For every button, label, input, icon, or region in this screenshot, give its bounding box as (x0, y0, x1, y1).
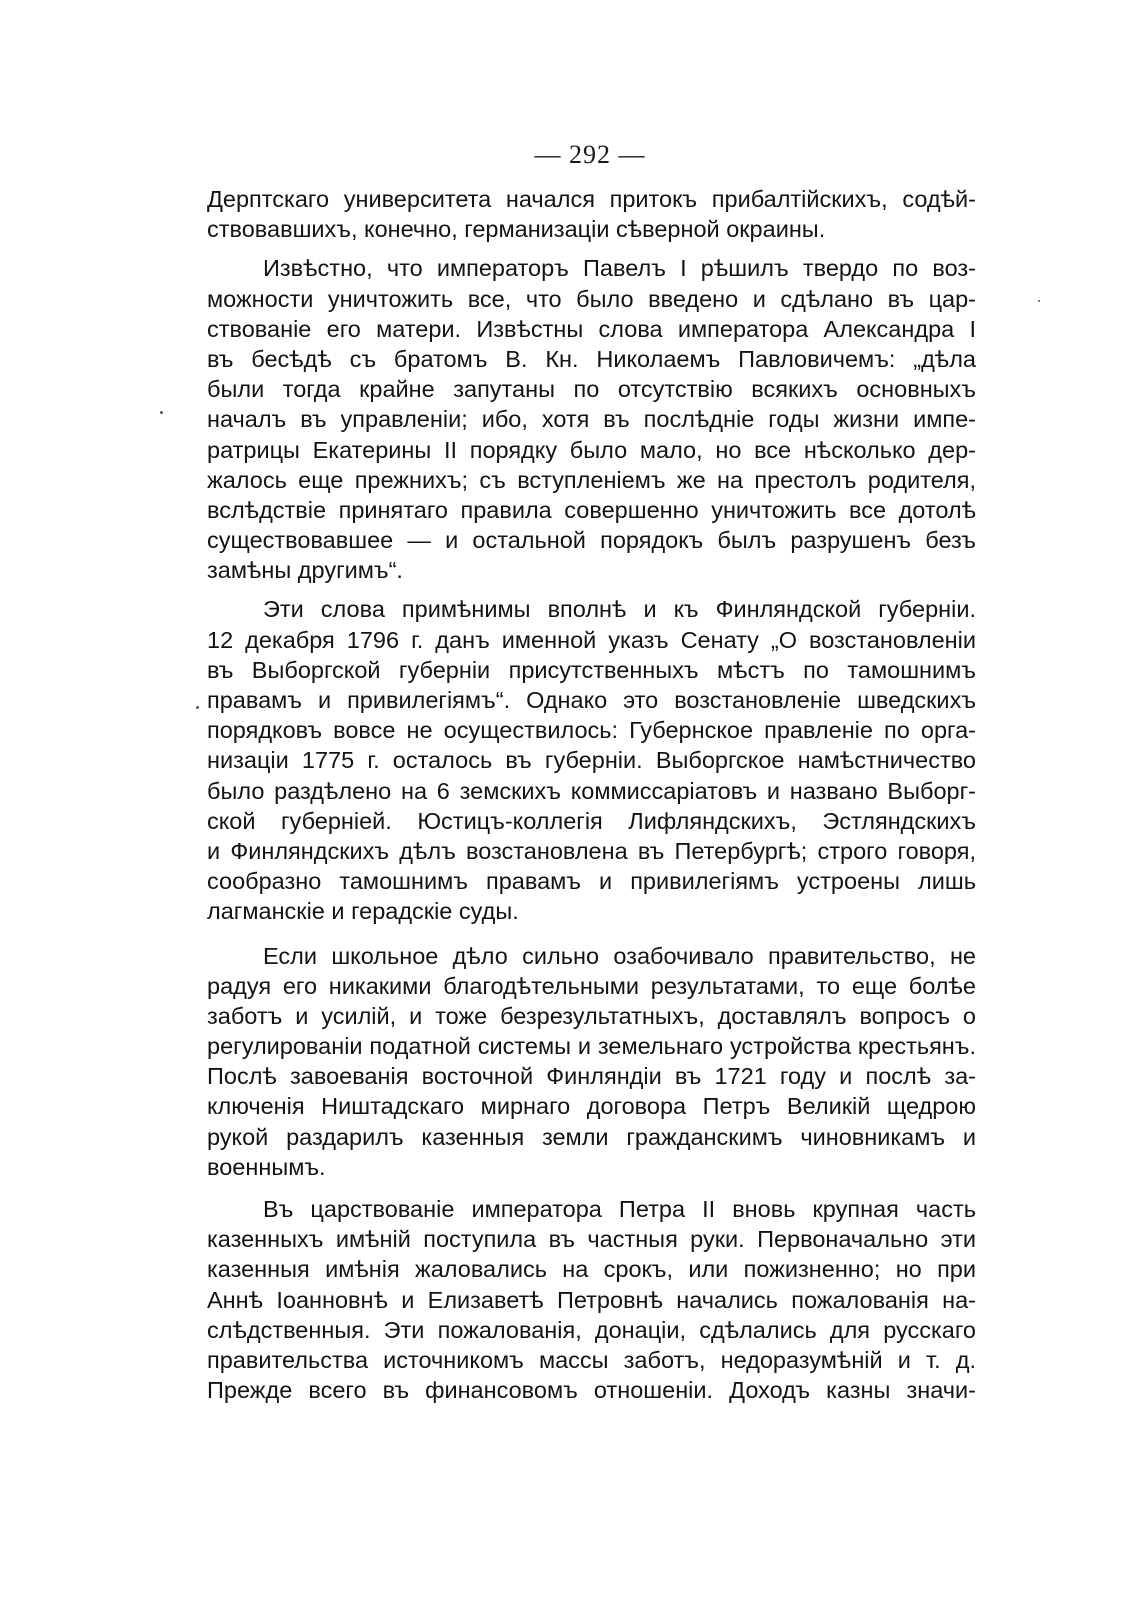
text-line: военнымъ. (207, 1153, 326, 1180)
text-line: въ бесѣдѣ съ братомъ В. Кн. Николаемъ Павловичемъ: „дѣла (207, 345, 976, 372)
text-line: Дерптскаго университета начался притокъ прибалтійскихъ, содѣй- (207, 186, 976, 212)
text-line: радуя его никакими благодѣтельными результатами, то еще болѣе (207, 972, 976, 999)
text-line: лагманскіе и герадскіе суды. (207, 898, 519, 925)
text-line: слѣдственныя. Эти пожалованія, донаціи, сдѣлались для русскаго (207, 1316, 976, 1343)
text-line: существовавшее — и остальной порядокъ былъ разрушенъ безъ (207, 527, 976, 554)
text-line: казенныя имѣнія жаловались на срокъ, или пожизненно; но при (207, 1256, 976, 1283)
text-line: были тогда крайне запутаны по отсутствію всякихъ основныхъ (207, 376, 976, 403)
scan-speck (196, 706, 199, 709)
text-line: и Финляндскихъ дѣлъ возстановлена въ Петербургѣ; строго говоря, (207, 837, 976, 864)
paragraph-2 (207, 253, 976, 585)
text-line: сообразно тамошнимъ правамъ и привилегіямъ устроены лишь (207, 868, 976, 895)
text-line: въ Выборгской губерніи присутственныхъ мѣстъ по тамошнимъ (207, 656, 976, 683)
paragraph-3 (207, 594, 976, 926)
text-line: Если школьное дѣло сильно озабочивало правительство, не (263, 942, 976, 969)
text-line: ской губерніей. Юстицъ-коллегія Лифляндскихъ, Эстляндскихъ (207, 807, 976, 834)
text-line: ратрицы Екатерины II порядку было мало, но все нѣсколько дер- (207, 436, 976, 463)
text-line: замѣны другимъ“. (207, 557, 403, 584)
text-line: рукой раздарилъ казенныя земли гражданскимъ чиновникамъ и (207, 1123, 976, 1150)
text-line: началъ въ управленіи; ибо, хотя въ послѣдніе годы жизни импе- (207, 406, 976, 433)
body-text (207, 184, 976, 1405)
text-line: можности уничтожить все, что было введено и сдѣлано въ цар- (207, 285, 976, 312)
paragraph-1 (207, 184, 976, 244)
text-line: было раздѣлено на 6 земскихъ коммиссаріатовъ и названо Выборг- (207, 777, 976, 804)
page-number: — 292 — (534, 140, 646, 169)
text-line: ствовавшихъ, конечно, германизаціи сѣверной окраины. (207, 216, 826, 243)
text-line: заботъ и усилій, и тоже безрезультатныхъ, доставлялъ вопросъ о (207, 1002, 976, 1029)
text-line: 12 декабря 1796 г. данъ именной указъ Сенату „О возстановленіи (207, 626, 976, 653)
text-line: Извѣстно, что императоръ Павелъ I рѣшилъ твердо по воз- (263, 255, 976, 282)
scan-speck (1038, 300, 1040, 302)
scan-speck (160, 411, 163, 414)
text-line: Прежде всего въ финансовомъ отношеніи. Доходъ казны значи- (207, 1377, 976, 1404)
text-line: низаціи 1775 г. осталось въ губерніи. Выборгское намѣстничество (207, 747, 976, 774)
text-line: Послѣ завоеванія восточной Финляндіи въ 1721 году и послѣ за- (207, 1063, 976, 1090)
text-line: вслѣдствіе принятаго правила совершенно уничтожить все дотолѣ (207, 496, 976, 523)
text-line: жалось еще прежнихъ; съ вступленіемъ же на престолъ родителя, (207, 466, 976, 493)
text-line: Въ царствованіе императора Петра II вновь крупная часть (263, 1196, 976, 1222)
text-line: правительства источникомъ массы заботъ, недоразумѣній и т. д. (207, 1346, 976, 1373)
text-line: порядковъ вовсе не осуществилось: Губернское правленіе по орга- (207, 717, 976, 744)
text-line: регулированіи податной системы и земельнаго устройства крестьянъ. (207, 1033, 976, 1060)
paragraph-5 (207, 1194, 976, 1405)
text-line: казенныхъ имѣній поступила въ частныя руки. Первоначально эти (207, 1226, 976, 1253)
text-line: правамъ и привилегіямъ“. Однако это возстановленіе шведскихъ (207, 687, 976, 713)
text-line: Аннѣ Іоанновнѣ и Елизаветѣ Петровнѣ начались пожалованія на- (207, 1286, 976, 1313)
text-line: ствованіе его матери. Извѣстны слова императора Александра I (207, 315, 976, 342)
text-line: Эти слова примѣнимы вполнѣ и къ Финляндской губерніи. (263, 596, 976, 623)
paragraph-4 (207, 941, 976, 1183)
text-line: ключенія Ништадскаго мирнаго договора Петръ Великій щедрою (207, 1093, 976, 1120)
